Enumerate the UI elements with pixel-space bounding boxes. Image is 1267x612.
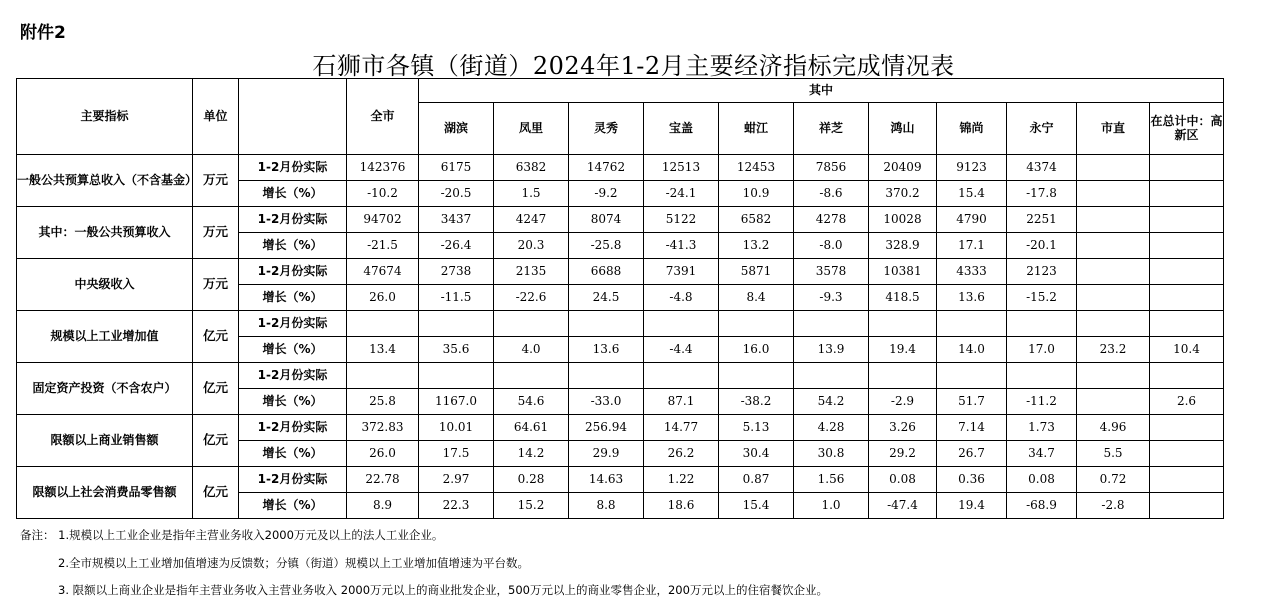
table-cell: -17.8 <box>1007 181 1077 207</box>
table-cell: 372.83 <box>347 415 419 441</box>
table-cell: 15.4 <box>937 181 1007 207</box>
table-cell: 13.2 <box>719 233 794 259</box>
table-cell: 0.72 <box>1077 467 1150 493</box>
table-cell: 256.94 <box>569 415 644 441</box>
table-cell: -26.4 <box>419 233 494 259</box>
table-cell: 1.73 <box>1007 415 1077 441</box>
table-cell <box>1077 207 1150 233</box>
table-cell: 6175 <box>419 155 494 181</box>
table-cell <box>869 311 937 337</box>
table-cell: 2251 <box>1007 207 1077 233</box>
table-cell: 12513 <box>644 155 719 181</box>
table-cell: -20.5 <box>419 181 494 207</box>
table-cell: 20409 <box>869 155 937 181</box>
table-cell: 14.63 <box>569 467 644 493</box>
indicator-unit: 亿元 <box>193 363 239 415</box>
table-cell <box>794 311 869 337</box>
header-hitech: 在总计中：高新区 <box>1150 103 1224 155</box>
table-cell: 54.2 <box>794 389 869 415</box>
table-cell: -68.9 <box>1007 493 1077 519</box>
table-cell: 26.2 <box>644 441 719 467</box>
table-cell: -11.2 <box>1007 389 1077 415</box>
header-unit: 单位 <box>193 79 239 155</box>
table-cell: 2738 <box>419 259 494 285</box>
table-cell: 6382 <box>494 155 569 181</box>
line-label: 1-2月份实际 <box>239 415 347 441</box>
table-cell: -8.6 <box>794 181 869 207</box>
line-label: 1-2月份实际 <box>239 311 347 337</box>
table-cell <box>719 311 794 337</box>
table-cell: 24.5 <box>569 285 644 311</box>
table-cell <box>1077 181 1150 207</box>
table-cell: 17.5 <box>419 441 494 467</box>
table-cell: 7856 <box>794 155 869 181</box>
table-cell <box>347 363 419 389</box>
table-cell <box>1150 233 1224 259</box>
table-cell: -15.2 <box>1007 285 1077 311</box>
table-cell <box>1150 285 1224 311</box>
table-cell <box>419 311 494 337</box>
line-label: 增长（%） <box>239 441 347 467</box>
table-cell <box>1150 311 1224 337</box>
table-cell: 10.01 <box>419 415 494 441</box>
table-cell <box>1077 259 1150 285</box>
table-cell <box>347 311 419 337</box>
page-title: 石狮市各镇（街道）2024年1-2月主要经济指标完成情况表 <box>312 52 955 80</box>
table-cell: -9.3 <box>794 285 869 311</box>
table-cell: 10381 <box>869 259 937 285</box>
line-label: 1-2月份实际 <box>239 467 347 493</box>
header-town: 锦尚 <box>937 103 1007 155</box>
table-cell: 10028 <box>869 207 937 233</box>
table-cell: -33.0 <box>569 389 644 415</box>
table-cell <box>794 363 869 389</box>
table-cell: 14.0 <box>937 337 1007 363</box>
indicator-name: 限额以上商业销售额 <box>17 415 193 467</box>
line-label: 增长（%） <box>239 337 347 363</box>
table-cell: 19.4 <box>937 493 1007 519</box>
table-cell: -21.5 <box>347 233 419 259</box>
table-cell <box>1077 311 1150 337</box>
table-cell: -38.2 <box>719 389 794 415</box>
table-cell <box>569 363 644 389</box>
table-cell: 47674 <box>347 259 419 285</box>
table-cell: 328.9 <box>869 233 937 259</box>
header-blank <box>239 79 347 155</box>
table-cell: -41.3 <box>644 233 719 259</box>
note-1: 备注： 1.规模以上工业企业是指年主营业务收入2000万元及以上的法人工业企业。 <box>20 528 444 542</box>
table-cell: 19.4 <box>869 337 937 363</box>
header-town: 祥芝 <box>794 103 869 155</box>
table-cell: 51.7 <box>937 389 1007 415</box>
table-cell: 2135 <box>494 259 569 285</box>
table-row <box>17 259 1224 285</box>
table-cell: 35.6 <box>419 337 494 363</box>
table-row <box>17 207 1224 233</box>
table-cell <box>1007 311 1077 337</box>
header-among: 其中 <box>419 79 1224 103</box>
table-cell: 8.4 <box>719 285 794 311</box>
note-2: 2.全市规模以上工业增加值增速为反馈数；分镇（街道）规模以上工业增加值增速为平台数。 <box>58 556 529 570</box>
table-cell: 1.22 <box>644 467 719 493</box>
table-cell <box>419 363 494 389</box>
table-cell <box>1077 389 1150 415</box>
table-cell: -22.6 <box>494 285 569 311</box>
indicator-table <box>16 78 1224 519</box>
line-label: 1-2月份实际 <box>239 259 347 285</box>
attachment-label: 附件2 <box>20 23 66 43</box>
table-cell: 30.4 <box>719 441 794 467</box>
table-cell: 26.7 <box>937 441 1007 467</box>
table-cell: 64.61 <box>494 415 569 441</box>
table-cell: 2123 <box>1007 259 1077 285</box>
indicator-unit: 亿元 <box>193 311 239 363</box>
table-cell: 3437 <box>419 207 494 233</box>
indicator-unit: 亿元 <box>193 467 239 519</box>
table-cell: 87.1 <box>644 389 719 415</box>
table-cell <box>1150 493 1224 519</box>
line-label: 增长（%） <box>239 389 347 415</box>
table-cell <box>1150 467 1224 493</box>
table-cell <box>1150 155 1224 181</box>
table-cell <box>644 363 719 389</box>
indicator-unit: 亿元 <box>193 415 239 467</box>
note-3: 3. 限额以上商业企业是指年主营业务收入主营业务收入 2000万元以上的商业批发企业，500万元以上的商业零售企业，200万元以上的住宿餐饮企业。 <box>58 583 828 597</box>
table-cell: -11.5 <box>419 285 494 311</box>
table-cell: 94702 <box>347 207 419 233</box>
table-cell: 17.0 <box>1007 337 1077 363</box>
indicator-name: 限额以上社会消费品零售额 <box>17 467 193 519</box>
table-cell <box>937 311 1007 337</box>
table-cell: 14.2 <box>494 441 569 467</box>
table-cell <box>644 311 719 337</box>
table-row <box>17 467 1224 493</box>
table-cell: -4.4 <box>644 337 719 363</box>
header-town: 灵秀 <box>569 103 644 155</box>
table-cell: 9123 <box>937 155 1007 181</box>
table-cell: 22.3 <box>419 493 494 519</box>
table-cell: 20.3 <box>494 233 569 259</box>
table-cell: 0.08 <box>869 467 937 493</box>
table-cell: 1.5 <box>494 181 569 207</box>
table-cell: 10.9 <box>719 181 794 207</box>
table-cell: 4374 <box>1007 155 1077 181</box>
table-cell: 370.2 <box>869 181 937 207</box>
table-cell: 8074 <box>569 207 644 233</box>
table-cell: 7.14 <box>937 415 1007 441</box>
table-cell: 34.7 <box>1007 441 1077 467</box>
table-cell: 25.8 <box>347 389 419 415</box>
header-town: 永宁 <box>1007 103 1077 155</box>
table-cell: 1.56 <box>794 467 869 493</box>
table-cell: 4.28 <box>794 415 869 441</box>
table-cell <box>1077 233 1150 259</box>
table-cell: 54.6 <box>494 389 569 415</box>
header-town: 湖滨 <box>419 103 494 155</box>
table-cell: 13.9 <box>794 337 869 363</box>
table-cell: 13.6 <box>937 285 1007 311</box>
table-cell: 0.08 <box>1007 467 1077 493</box>
table-cell: 18.6 <box>644 493 719 519</box>
table-cell: 8.8 <box>569 493 644 519</box>
header-city: 全市 <box>347 79 419 155</box>
table-cell <box>1150 181 1224 207</box>
table-cell: 29.2 <box>869 441 937 467</box>
table-cell: 29.9 <box>569 441 644 467</box>
line-label: 增长（%） <box>239 181 347 207</box>
table-cell: 418.5 <box>869 285 937 311</box>
table-cell <box>869 363 937 389</box>
line-label: 1-2月份实际 <box>239 155 347 181</box>
line-label: 1-2月份实际 <box>239 207 347 233</box>
table-cell: 26.0 <box>347 285 419 311</box>
line-label: 增长（%） <box>239 493 347 519</box>
table-row <box>17 415 1224 441</box>
table-row <box>17 363 1224 389</box>
table-cell: 14.77 <box>644 415 719 441</box>
table-cell <box>1077 285 1150 311</box>
table-cell <box>494 311 569 337</box>
header-town: 鸿山 <box>869 103 937 155</box>
table-cell: 1.0 <box>794 493 869 519</box>
indicator-name: 其中：一般公共预算收入 <box>17 207 193 259</box>
header-indicator: 主要指标 <box>17 79 193 155</box>
table-cell: -10.2 <box>347 181 419 207</box>
table-cell: 17.1 <box>937 233 1007 259</box>
table-cell: 142376 <box>347 155 419 181</box>
indicator-unit: 万元 <box>193 155 239 207</box>
table-cell: 5122 <box>644 207 719 233</box>
table-cell: 4.0 <box>494 337 569 363</box>
table-cell: 3.26 <box>869 415 937 441</box>
table-cell <box>494 363 569 389</box>
table-cell: -8.0 <box>794 233 869 259</box>
table-cell: -2.8 <box>1077 493 1150 519</box>
table-cell: 5.13 <box>719 415 794 441</box>
header-town: 凤里 <box>494 103 569 155</box>
table-cell: -47.4 <box>869 493 937 519</box>
header-town: 市直 <box>1077 103 1150 155</box>
table-cell: -9.2 <box>569 181 644 207</box>
indicator-unit: 万元 <box>193 259 239 311</box>
table-cell: 26.0 <box>347 441 419 467</box>
table-cell: -2.9 <box>869 389 937 415</box>
indicator-name: 固定资产投资（不含农户） <box>17 363 193 415</box>
table-cell: 12453 <box>719 155 794 181</box>
table-cell: 6688 <box>569 259 644 285</box>
table-cell <box>569 311 644 337</box>
line-label: 增长（%） <box>239 285 347 311</box>
table-cell: 5.5 <box>1077 441 1150 467</box>
table-cell: 0.87 <box>719 467 794 493</box>
table-cell: 14762 <box>569 155 644 181</box>
table-cell: 10.4 <box>1150 337 1224 363</box>
table-cell <box>719 363 794 389</box>
table-row <box>17 311 1224 337</box>
table-cell: 15.4 <box>719 493 794 519</box>
table-cell: 4247 <box>494 207 569 233</box>
indicator-name: 一般公共预算总收入（不含基金） <box>17 155 193 207</box>
table-cell <box>1077 363 1150 389</box>
table-cell: 13.4 <box>347 337 419 363</box>
table-cell: 22.78 <box>347 467 419 493</box>
table-cell: 13.6 <box>569 337 644 363</box>
header-town: 宝盖 <box>644 103 719 155</box>
table-cell: 5871 <box>719 259 794 285</box>
indicator-name: 规模以上工业增加值 <box>17 311 193 363</box>
table-cell: 30.8 <box>794 441 869 467</box>
line-label: 增长（%） <box>239 233 347 259</box>
table-cell: 4790 <box>937 207 1007 233</box>
table-cell: -20.1 <box>1007 233 1077 259</box>
table-cell: 1167.0 <box>419 389 494 415</box>
table-cell <box>1007 363 1077 389</box>
table-cell: 8.9 <box>347 493 419 519</box>
table-cell: 16.0 <box>719 337 794 363</box>
line-label: 1-2月份实际 <box>239 363 347 389</box>
table-cell <box>1150 363 1224 389</box>
table-cell: 4333 <box>937 259 1007 285</box>
table-cell: 4278 <box>794 207 869 233</box>
table-cell: -25.8 <box>569 233 644 259</box>
table-cell: 7391 <box>644 259 719 285</box>
table-cell: 3578 <box>794 259 869 285</box>
table-cell <box>937 363 1007 389</box>
table-cell: 0.36 <box>937 467 1007 493</box>
table-cell: 23.2 <box>1077 337 1150 363</box>
table-cell: 4.96 <box>1077 415 1150 441</box>
table-cell: 2.97 <box>419 467 494 493</box>
table-cell: 0.28 <box>494 467 569 493</box>
indicator-unit: 万元 <box>193 207 239 259</box>
table-cell <box>1150 441 1224 467</box>
table-cell <box>1077 155 1150 181</box>
table-cell <box>1150 415 1224 441</box>
indicator-name: 中央级收入 <box>17 259 193 311</box>
table-row <box>17 155 1224 181</box>
table-cell: 2.6 <box>1150 389 1224 415</box>
table-cell: -4.8 <box>644 285 719 311</box>
header-town: 蚶江 <box>719 103 794 155</box>
table-cell: 15.2 <box>494 493 569 519</box>
table-cell: -24.1 <box>644 181 719 207</box>
table-cell <box>1150 259 1224 285</box>
table-cell: 6582 <box>719 207 794 233</box>
table-cell <box>1150 207 1224 233</box>
